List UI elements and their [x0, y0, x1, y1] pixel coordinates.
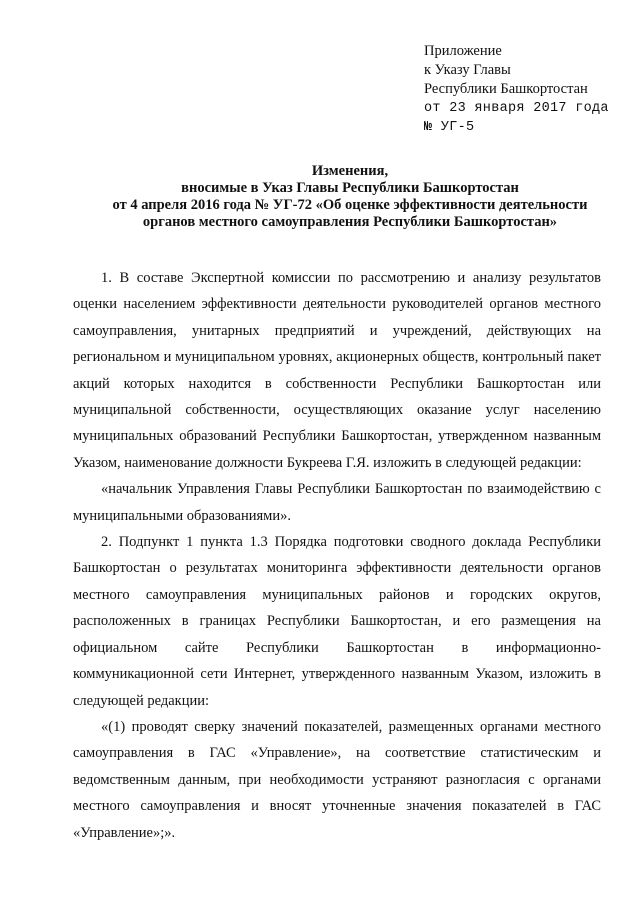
appendix-line-3: Республики Башкортостан	[424, 81, 588, 97]
appendix-line-1: Приложение	[424, 43, 502, 59]
appendix-header	[424, 42, 609, 137]
paragraph-4: «(1) проводят сверку значений показателей, размещенных органами местного самоуправления в ГАС «Управление», на соответствие статистическим и ведомственным данным, при необходимости устраняют разногласия с органами местного самоуправления и вносят уточненные значения показателей в ГАС «Управление»;».	[73, 718, 601, 841]
appendix-line-2: к Указу Главы	[424, 62, 511, 78]
title-line-2: вносимые в Указ Главы Республики Башкортостан	[181, 180, 519, 196]
appendix-number: УГ-5	[440, 120, 475, 135]
number-sign: №	[424, 120, 433, 135]
paragraph-1: 1. В составе Экспертной комиссии по рассмотрению и анализу результатов оценки населением эффективности деятельности руководителей органов местного самоуправления, унитарных предприятий и учреждений, действующих на региональном и муниципальном уровнях, акционерных обществ, контрольный пакет акций которых находится в собственности Республики Башкортостан или муниципальной собственности, осуществляющих оказание услуг населению муниципальных образований Республики Башкортостан, утвержденном названным Указом, наименование должности Букреева Г.Я. изложить в следующей редакции:	[73, 270, 601, 471]
document-title	[60, 163, 640, 231]
appendix-date: от 23 января 2017 года	[424, 101, 609, 116]
title-line-1: Изменения,	[311, 163, 389, 179]
document-body	[73, 265, 601, 846]
title-line-4: органов местного самоуправления Республики Башкортостан»	[142, 214, 558, 230]
title-line-3: от 4 апреля 2016 года № УГ-72 «Об оценке эффективности деятельности	[112, 197, 588, 213]
appendix-number-line	[424, 118, 609, 137]
paragraph-2: «начальник Управления Главы Республики Башкортостан по взаимодействию с муниципальными образованиями».	[73, 481, 601, 524]
paragraph-3: 2. Подпункт 1 пункта 1.3 Порядка подготовки сводного доклада Республики Башкортостан о результатах мониторинга эффективности деятельности органов местного самоуправления муниципальных районов и городских округов, расположенных в границах Республики Башкортостан, и его размещения на официальном сайте Республики Башкортостан в информационно-коммуникационной сети Интернет, утвержденного названным Указом, изложить в следующей редакции:	[73, 534, 601, 709]
